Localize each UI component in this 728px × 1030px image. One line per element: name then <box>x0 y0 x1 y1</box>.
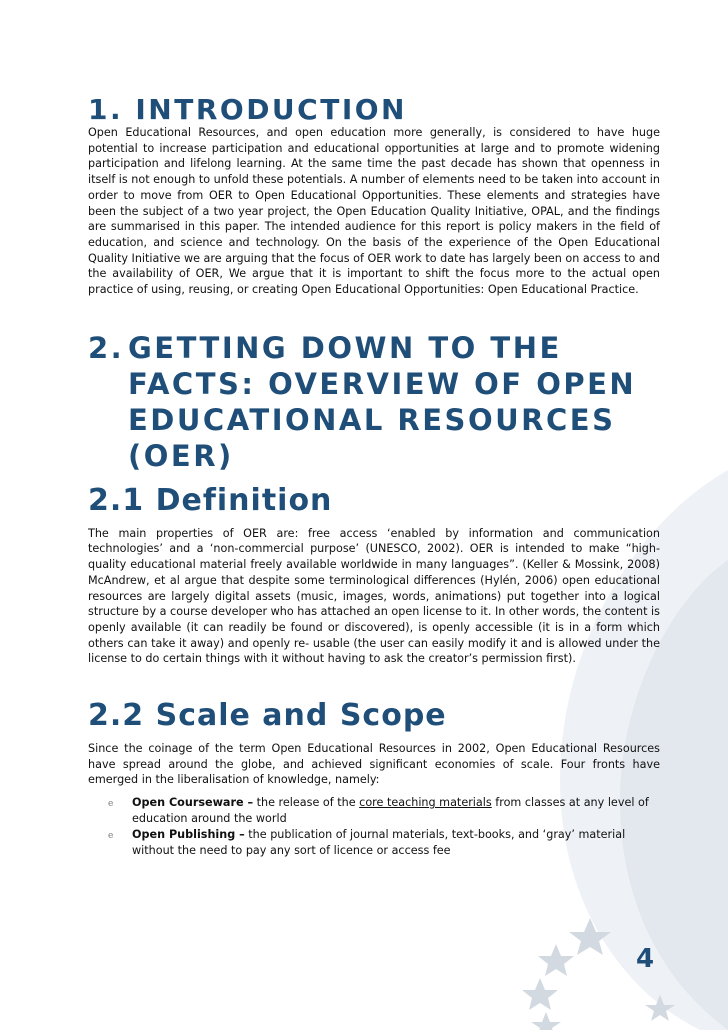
section-2-title-line: (OER) <box>128 438 234 473</box>
section-2-heading <box>88 330 660 474</box>
star-icon <box>531 1012 561 1030</box>
content-area <box>88 95 660 859</box>
fronts-list <box>88 795 660 859</box>
subsection-2-2-heading: 2.2 Scale and Scope <box>88 698 447 734</box>
list-item <box>108 827 660 859</box>
section-1-heading <box>88 95 660 125</box>
scale-scope-paragraph: Since the coinage of the term Open Educational Resources in 2002, Open Educational Resources have spread around the globe, and achieved significant economies of scale. Four fronts have emerged in the liberalisation of knowledge, namely: <box>88 742 660 787</box>
list-item-text <box>132 795 660 827</box>
list-item-term: Open Courseware – <box>132 796 254 810</box>
star-icon <box>522 978 558 1010</box>
list-item-term: Open Publishing – <box>132 828 245 842</box>
section-1-number: 1. <box>88 93 124 126</box>
section-2-title-line: EDUCATIONAL RESOURCES <box>128 402 616 437</box>
core-teaching-materials-link[interactable]: core teaching materials <box>359 796 492 810</box>
introduction-paragraph: Open Educational Resources, and open education more generally, is considered to have huge potential to increase participation and educational opportunities at large and to promote widening participation and lifelong learning. At the same time the past decade has shown that openness in itself is not enough to unfold these potentials. A number of elements need to be taken into account in order to move from OER to Open Educational Opportunities. These elements and strategies have been the subject of a two year project, the Open Education Quality Initiative, OPAL, and the findings are summarised in this paper. The intended audience for this report is policy makers in the field of education, and science and technology. On the basis of the experience of the Open Educational Quality Initiative we are arguing that the focus of OER work to date has largely been on access to and the availability of OER, We argue that it is important to shift the focus more to the actual open practice of using, reusing, or creating Open Educational Opportunities: Open Educational Practice. <box>88 126 660 297</box>
bullet-marker: e <box>108 831 114 842</box>
section-1-title: INTRODUCTION <box>135 93 407 126</box>
section-2-title-line: FACTS: OVERVIEW OF OPEN <box>128 366 637 401</box>
bullet-marker: e <box>108 799 114 810</box>
list-item <box>108 795 660 827</box>
list-item-desc: the release of the <box>253 796 360 810</box>
subsection-2-1-heading: 2.1 Definition <box>88 482 333 518</box>
section-2-title <box>128 330 660 474</box>
definition-paragraph: The main properties of OER are: free access ‘enabled by information and communication technologies’ and a ‘non-commercial purpose’ (UNESCO, 2002). OER is intended to make “high-quality educational material freely available worldwide in many languages”. (Keller & Mossink, 2008) McAndrew, et al argue that despite some terminological differences (Hylén, 2006) open educational resources are largely digital assets (music, images, words, animations) put together into a logical structure by a course developer who has attached an open license to it. In other words, the content is openly available (it can readily be found or discovered), is openly accessible (it is in a form which others can take it away) and openly re- usable (the user can easily modify it and is allowed under the license to do certain things with it without having to ask the creator’s permission first). <box>88 526 660 666</box>
list-item-text <box>132 827 660 859</box>
section-2-number: 2. <box>88 330 125 365</box>
list-item-desc: the publication of journal materials, text-books, and ‘gray’ material without the need to pay any sort of licence or access fee <box>132 828 626 858</box>
section-2-title-line: GETTING DOWN TO THE <box>128 330 562 365</box>
star-icon <box>538 944 574 976</box>
list-item-desc-cont: from classes at any level of education around the world <box>132 796 649 826</box>
page-number: 4 <box>636 944 655 974</box>
